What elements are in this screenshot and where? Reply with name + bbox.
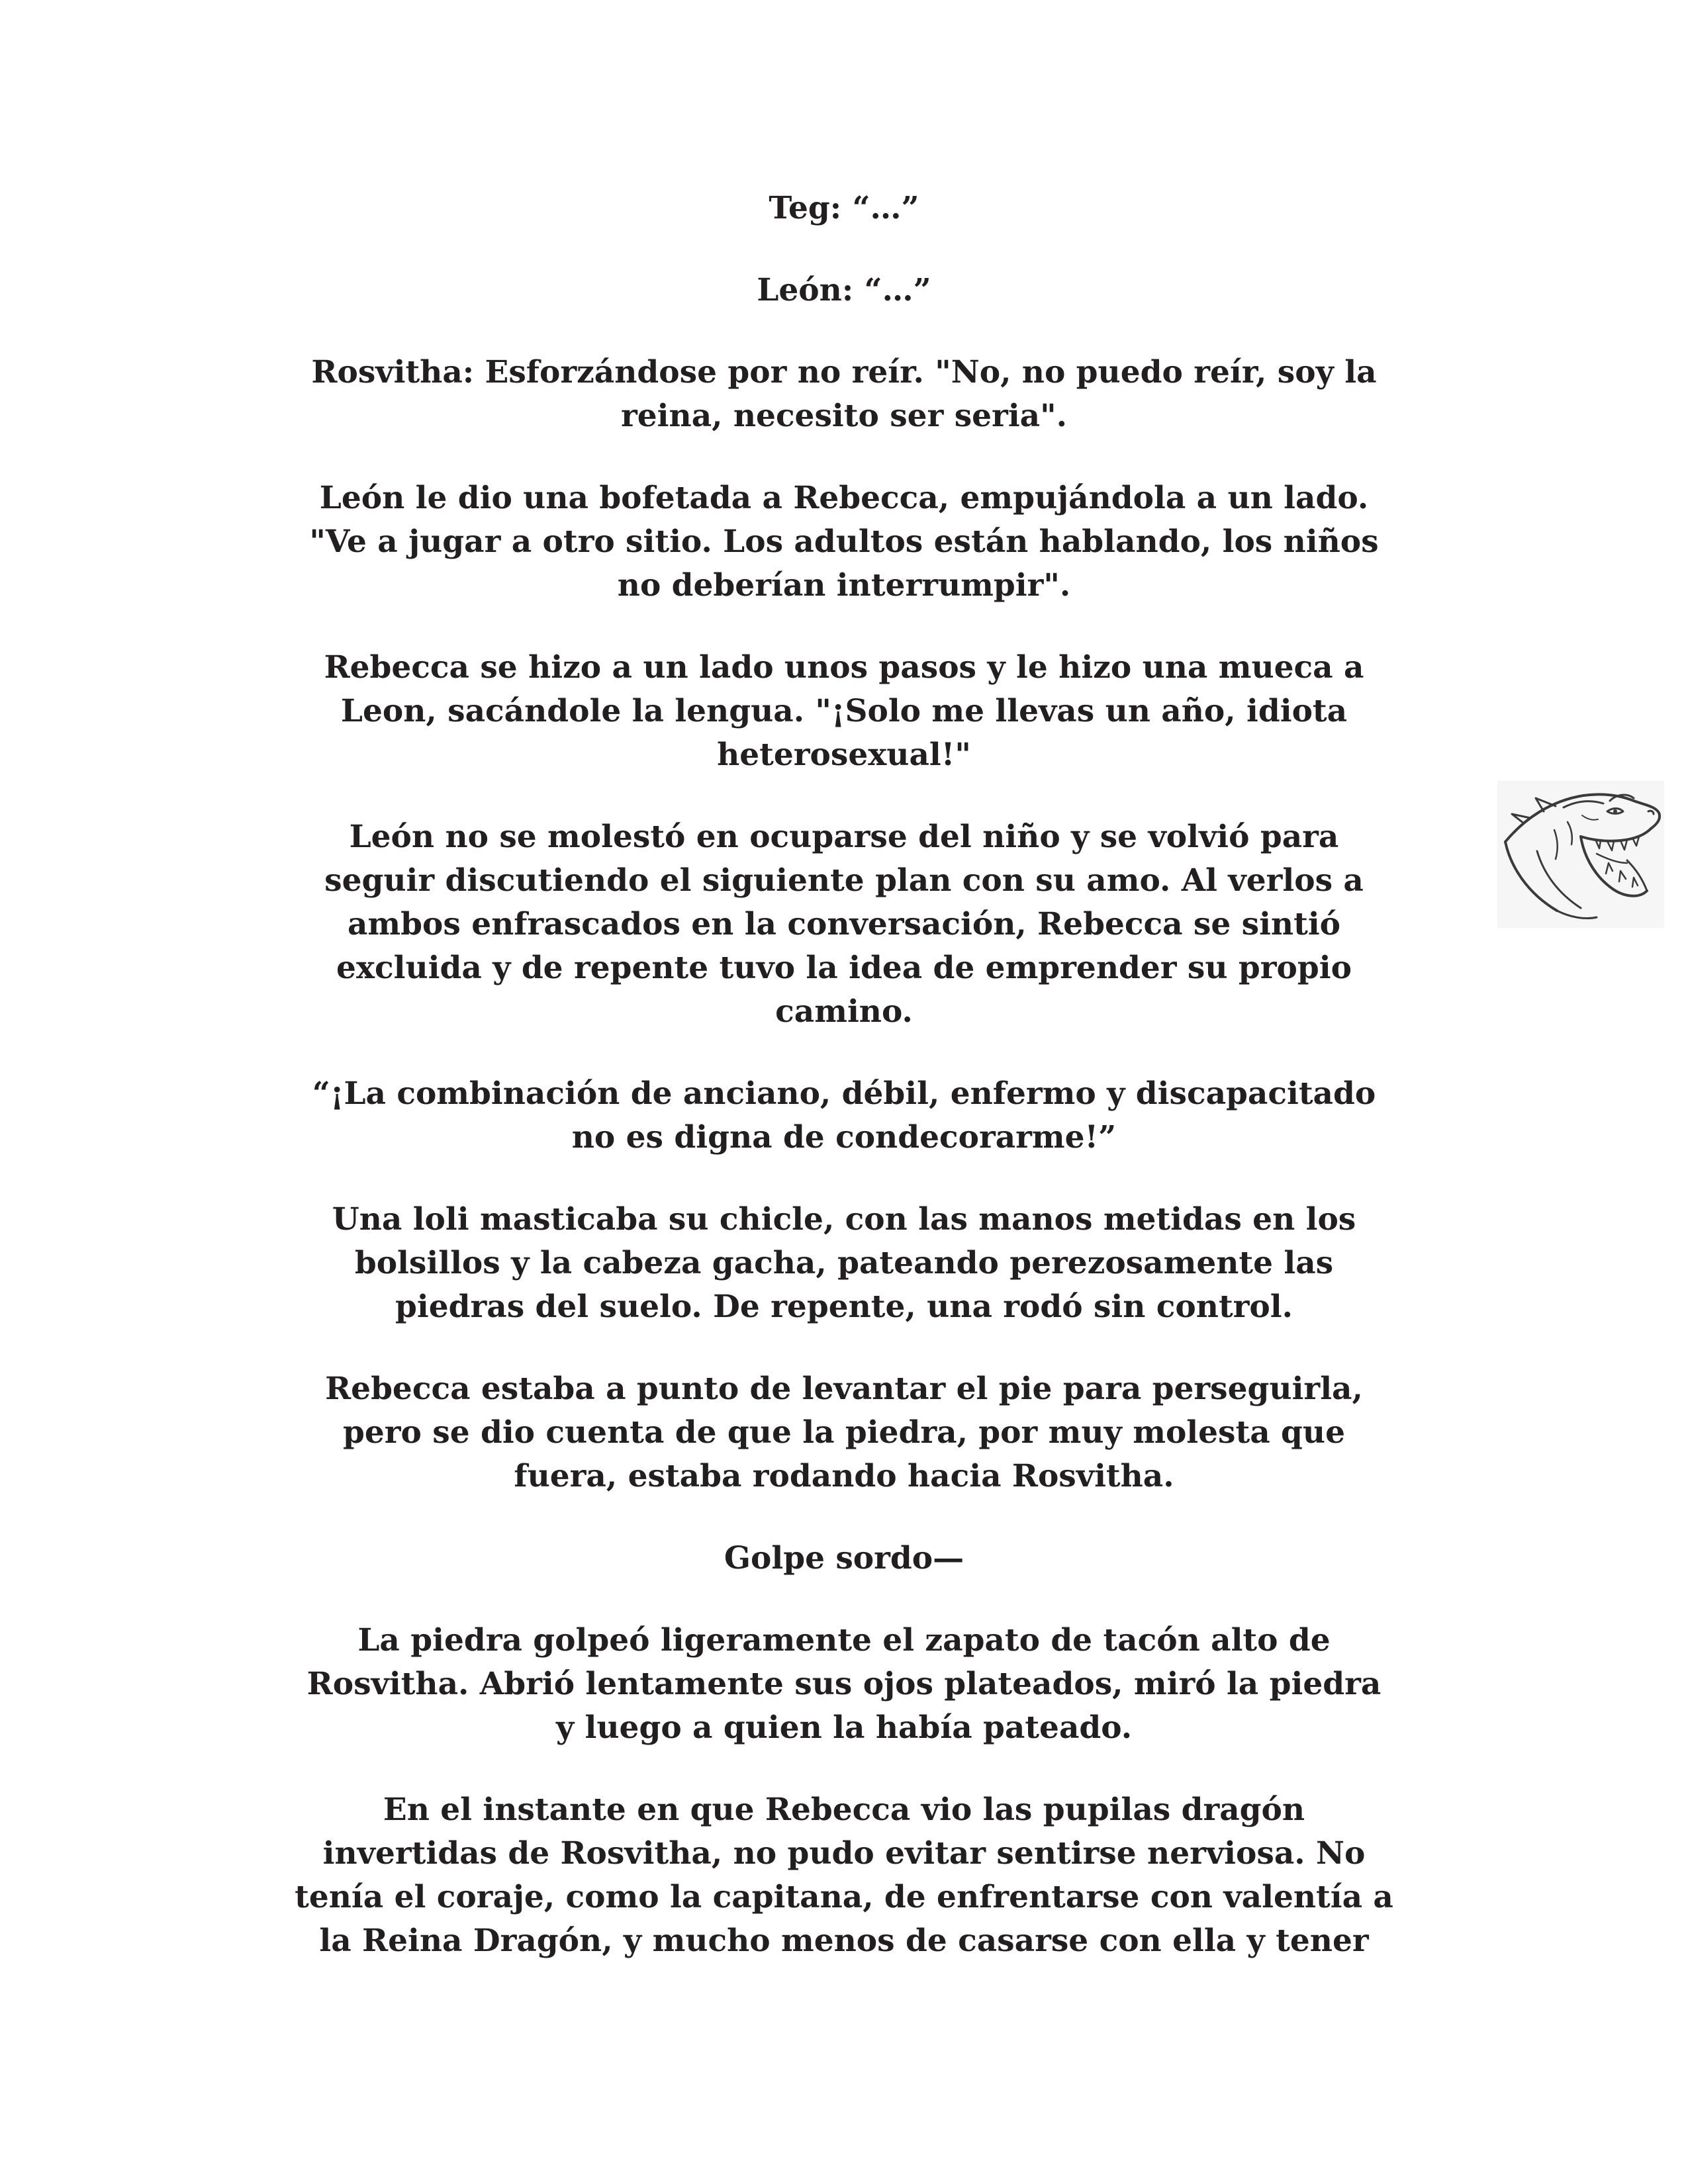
text-line: la Reina Dragón, y mucho menos de casarse con ella y tener xyxy=(319,1923,1369,1959)
text-line: Rosvitha: Esforzándose por no reír. "No, no puedo reír, soy la xyxy=(311,354,1377,390)
text-line: Rebecca estaba a punto de levantar el pie para perseguirla, xyxy=(325,1371,1363,1407)
text-line: Golpe sordo— xyxy=(724,1540,964,1576)
paragraph xyxy=(218,646,1470,777)
text-line: excluida y de repente tuvo la idea de emprender su propio xyxy=(336,950,1352,986)
text-line: bolsillos y la cabeza gacha, pateando perezosamente las xyxy=(354,1245,1334,1281)
text-line: Leon, sacándole la lengua. "¡Solo me llevas un año, idiota xyxy=(340,693,1348,729)
text-line: camino. xyxy=(775,993,913,1030)
paragraph xyxy=(218,269,1470,312)
dragon-head-icon xyxy=(1497,781,1664,928)
text-line: La piedra golpeó ligeramente el zapato de tacón alto de xyxy=(357,1622,1331,1659)
text-line: no deberían interrumpir". xyxy=(617,567,1071,604)
text-line: En el instante en que Rebecca vio las pupilas dragón xyxy=(383,1792,1305,1828)
text-line: "Ve a jugar a otro sitio. Los adultos están hablando, los niños xyxy=(309,523,1379,560)
paragraph xyxy=(218,1788,1470,1963)
paragraph xyxy=(218,1537,1470,1580)
text-line: pero se dio cuenta de que la piedra, por muy molesta que xyxy=(343,1414,1345,1451)
text-line: heterosexual!" xyxy=(717,737,971,773)
text-line: Rebecca se hizo a un lado unos pasos y le hizo una mueca a xyxy=(324,649,1364,686)
text-line: piedras del suelo. De repente, una rodó sin control. xyxy=(395,1289,1293,1325)
text-line: “¡La combinación de anciano, débil, enfermo y discapacitado xyxy=(312,1075,1376,1112)
paragraph xyxy=(218,1619,1470,1750)
text-line: tenía el coraje, como la capitana, de enfrentarse con valentía a xyxy=(295,1879,1393,1915)
text-line: seguir discutiendo el siguiente plan con su amo. Al verlos a xyxy=(324,862,1364,899)
text-line: Una loli masticaba su chicle, con las manos metidas en los xyxy=(332,1201,1356,1238)
paragraph xyxy=(218,1367,1470,1498)
text-line: León no se molestó en ocuparse del niño y se volvió para xyxy=(349,819,1339,855)
paragraph xyxy=(218,1072,1470,1160)
text-line: Teg: “…” xyxy=(769,190,919,226)
text-line: y luego a quien la había pateado. xyxy=(555,1709,1133,1746)
text-line: Rosvitha. Abrió lentamente sus ojos plateados, miró la piedra xyxy=(306,1666,1382,1702)
text-line: León le dio una bofetada a Rebecca, empujándola a un lado. xyxy=(319,480,1369,516)
paragraph xyxy=(218,351,1470,438)
text-line: reina, necesito ser seria". xyxy=(621,398,1067,434)
text-line: León: “…” xyxy=(757,272,931,308)
story-text xyxy=(218,187,1470,1963)
paragraph xyxy=(218,187,1470,230)
text-line: invertidas de Rosvitha, no pudo evitar sentirse nerviosa. No xyxy=(322,1835,1366,1872)
text-line: no es digna de condecorarme!” xyxy=(571,1119,1117,1156)
paragraph xyxy=(218,1198,1470,1329)
paragraph xyxy=(218,477,1470,608)
paragraph xyxy=(218,815,1470,1034)
text-line: fuera, estaba rodando hacia Rosvitha. xyxy=(514,1458,1174,1494)
text-line: ambos enfrascados en la conversación, Rebecca se sintió xyxy=(347,906,1341,942)
